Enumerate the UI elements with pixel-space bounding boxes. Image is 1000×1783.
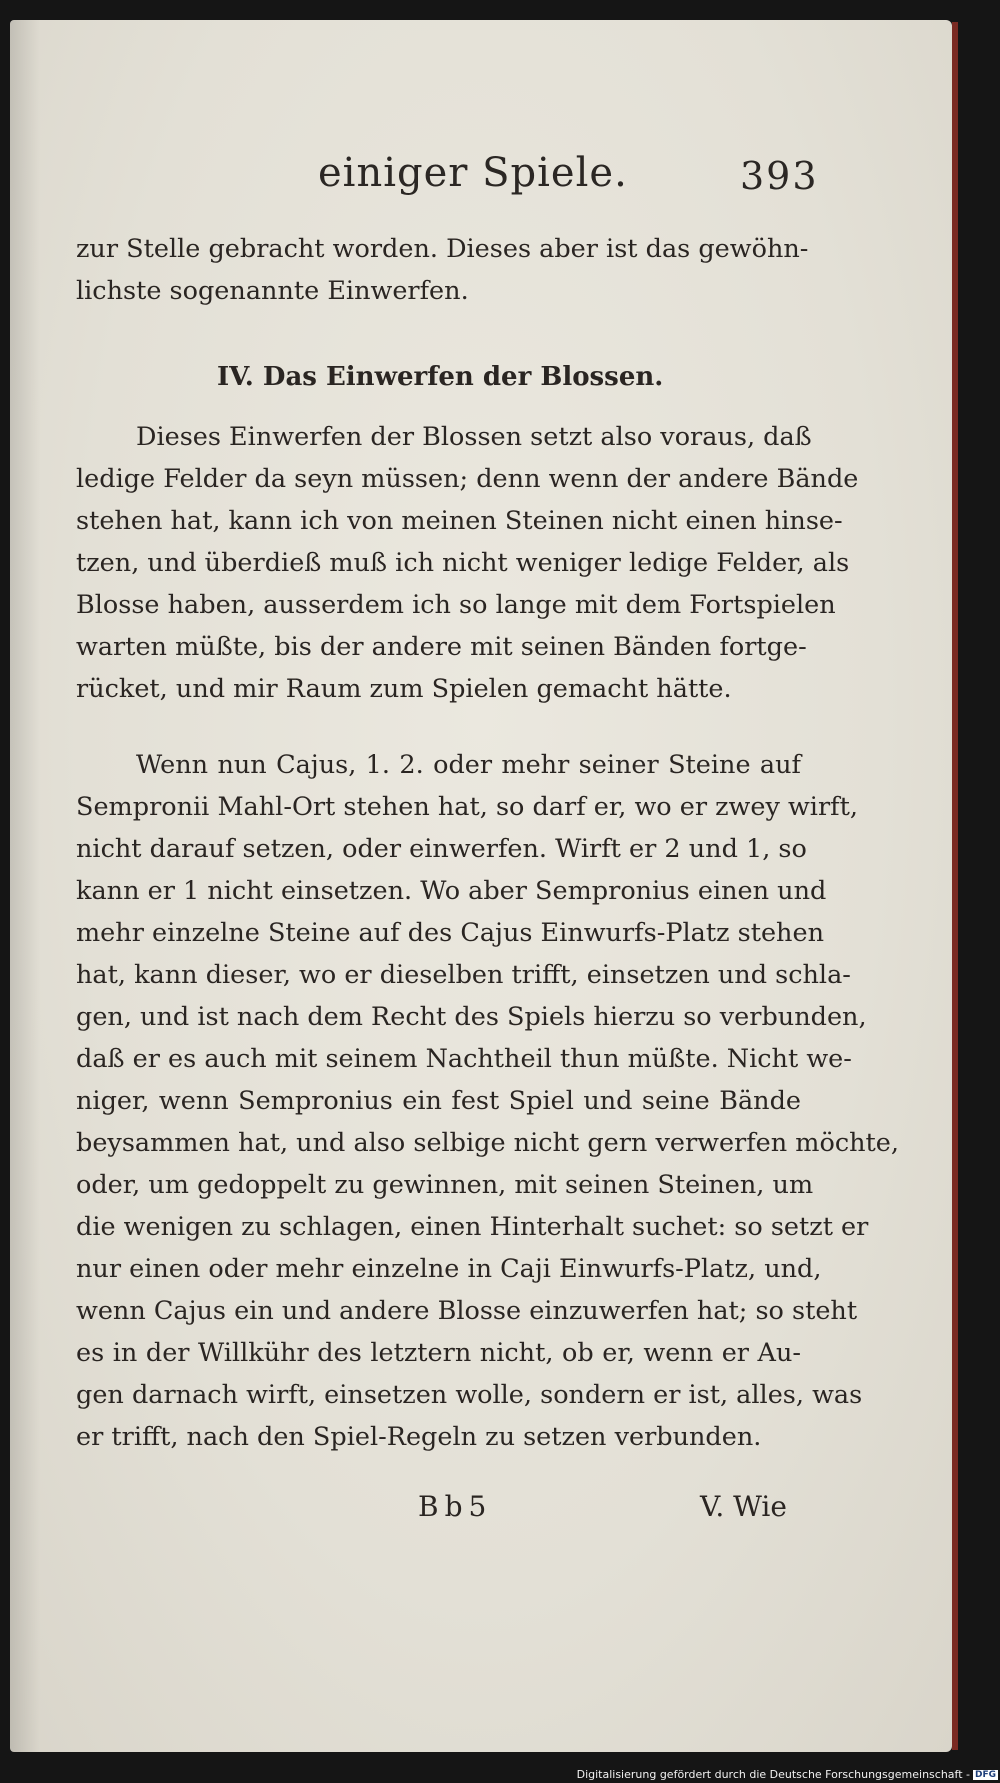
- text-line: ledige Felder da seyn müssen; denn wenn der andere Bände: [76, 464, 859, 494]
- dfg-logo-icon: DFG: [974, 1770, 996, 1780]
- page-body: [76, 228, 899, 1458]
- text-line: tzen, und überdieß muß ich nicht weniger ledige Felder, als: [76, 548, 850, 578]
- text-line: Dieses Einwerfen der Blossen setzt also voraus, daß: [136, 422, 812, 452]
- section-heading: IV. Das Einwerfen der Blossen.: [217, 362, 664, 392]
- page-footer: [0, 1490, 1000, 1540]
- text-line: nicht darauf setzen, oder einwerfen. Wirft er 2 und 1, so: [76, 834, 807, 864]
- text-line: er trifft, nach den Spiel-Regeln zu setzen verbunden.: [76, 1422, 762, 1452]
- page-number: 393: [740, 154, 819, 198]
- credit-text: Digitalisierung gefördert durch die Deutsche Forschungsgemeinschaft -: [576, 1768, 970, 1781]
- text-line: hat, kann dieser, wo er dieselben trifft, einsetzen und schla-: [76, 960, 851, 990]
- text-line: zur Stelle gebracht worden. Dieses aber ist das gewöhn-: [76, 234, 809, 264]
- text-line: gen darnach wirft, einsetzen wolle, sondern er ist, alles, was: [76, 1380, 863, 1410]
- text-line: Wenn nun Cajus, 1. 2. oder mehr seiner Steine auf: [136, 750, 801, 780]
- catchword: V. Wie: [700, 1490, 787, 1523]
- paragraph-3: [76, 744, 899, 1458]
- text-line: kann er 1 nicht einsetzen. Wo aber Sempronius einen und: [76, 876, 827, 906]
- text-line: Blosse haben, ausserdem ich so lange mit dem Fortspielen: [76, 590, 836, 620]
- paragraph-1: [76, 228, 809, 312]
- text-line: nur einen oder mehr einzelne in Caji Einwurfs-Platz, und,: [76, 1254, 822, 1284]
- text-line: es in der Willkühr des letztern nicht, ob er, wenn er Au-: [76, 1338, 801, 1368]
- page-header: [0, 150, 1000, 210]
- running-head: einiger Spiele.: [318, 150, 628, 196]
- paragraph-2: [76, 416, 859, 710]
- text-line: daß er es auch mit seinem Nachtheil thun müßte. Nicht we-: [76, 1044, 852, 1074]
- text-line: Sempronii Mahl-Ort stehen hat, so darf er, wo er zwey wirft,: [76, 792, 858, 822]
- text-line: lichste sogenannte Einwerfen.: [76, 276, 469, 306]
- text-line: mehr einzelne Steine auf des Cajus Einwurfs-Platz stehen: [76, 918, 824, 948]
- digitization-credit: [0, 1768, 998, 1781]
- text-line: die wenigen zu schlagen, einen Hinterhalt suchet: so setzt er: [76, 1212, 869, 1242]
- text-line: warten müßte, bis der andere mit seinen Bänden fortge-: [76, 632, 807, 662]
- text-line: gen, und ist nach dem Recht des Spiels hierzu so verbunden,: [76, 1002, 867, 1032]
- text-line: oder, um gedoppelt zu gewinnen, mit seinen Steinen, um: [76, 1170, 814, 1200]
- text-line: stehen hat, kann ich von meinen Steinen nicht einen hinse-: [76, 506, 843, 536]
- text-line: rücket, und mir Raum zum Spielen gemacht hätte.: [76, 674, 732, 704]
- signature-mark: Bb5: [418, 1490, 493, 1523]
- paragraph-gap: [76, 710, 801, 744]
- text-line: wenn Cajus ein und andere Blosse einzuwerfen hat; so steht: [76, 1296, 858, 1326]
- text-line: beysammen hat, und also selbige nicht gern verwerfen möchte,: [76, 1128, 899, 1158]
- text-line: niger, wenn Sempronius ein fest Spiel und seine Bände: [76, 1086, 801, 1116]
